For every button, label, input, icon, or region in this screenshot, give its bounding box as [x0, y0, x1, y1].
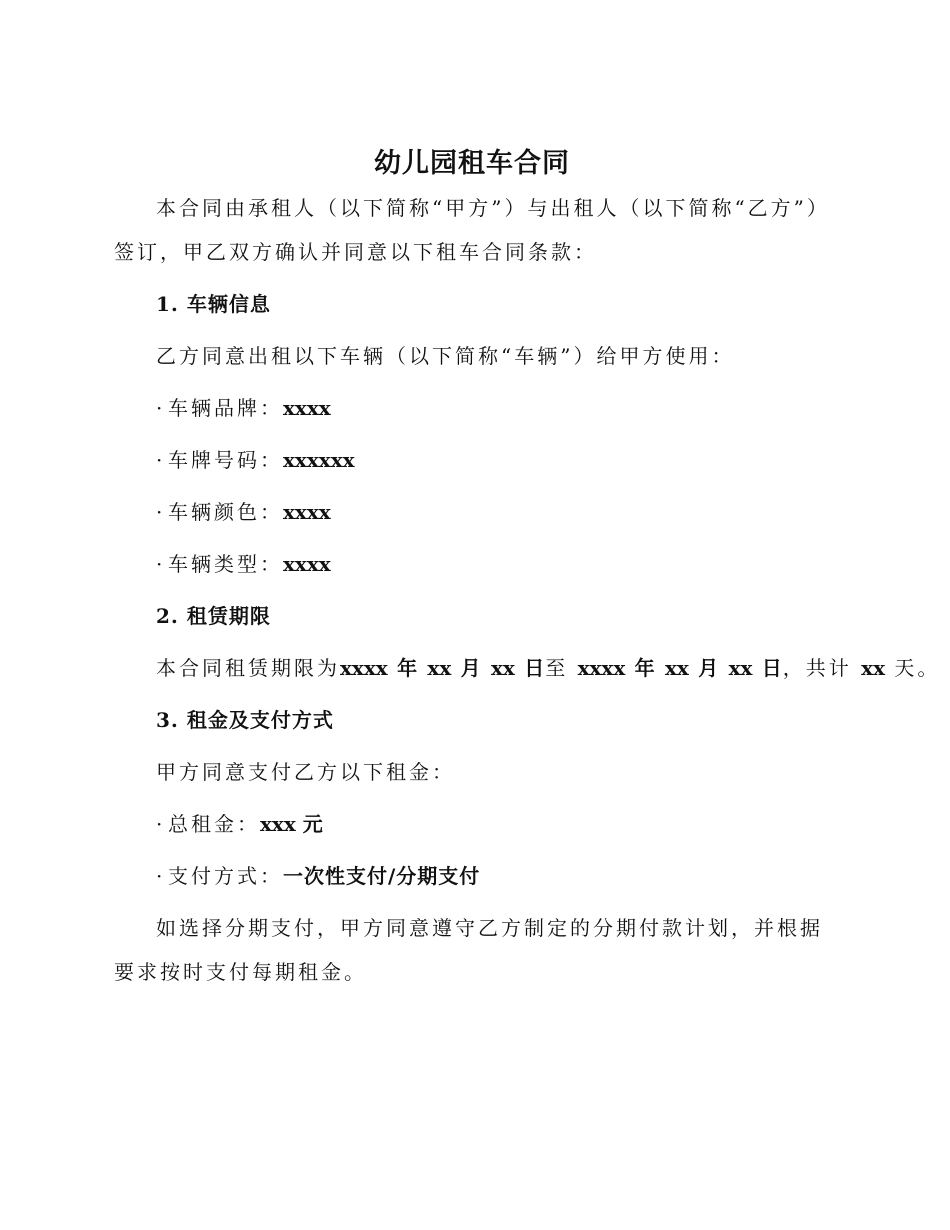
rent-intro-text: 甲方同意支付乙方以下租金： — [156, 760, 455, 784]
year-char: 年 — [397, 656, 419, 680]
vehicle-brand-label: 车辆品牌： — [168, 396, 283, 420]
vehicle-type-value: xxxx — [283, 552, 331, 576]
payment-method-value: 一次性支付/分期支付 — [283, 864, 481, 888]
installment-note-paragraph: 如选择分期支付，甲方同意遵守乙方制定的分期付款计划，并根据要求按时支付每期租金。 — [114, 916, 823, 984]
section-heading-vehicle-info: 1. 车辆信息 — [156, 292, 271, 316]
month-char: 月 — [698, 656, 720, 680]
day-char: 日 — [524, 656, 546, 680]
section-heading-rent-payment: 3. 租金及支付方式 — [156, 708, 334, 732]
bullet-dot-icon: · — [156, 864, 163, 888]
bullet-dot-icon: · — [156, 552, 163, 576]
document-title: 幼儿园租车合同 — [374, 148, 570, 179]
section-heading-lease-term: 2. 租赁期限 — [156, 604, 271, 628]
list-item — [114, 854, 830, 898]
list-item — [114, 802, 830, 846]
start-month: xx — [427, 656, 452, 680]
start-day: xx — [491, 656, 515, 680]
plate-number-value: xxxxxx — [283, 448, 355, 472]
total-rent-value: xxx 元 — [260, 812, 323, 836]
total-days: xx — [861, 656, 886, 680]
end-month: xx — [665, 656, 689, 680]
end-year: xxxx — [577, 656, 626, 680]
start-year: xxxx — [340, 656, 388, 680]
bullet-dot-icon: · — [156, 448, 163, 472]
vehicle-color-value: xxxx — [283, 500, 331, 524]
bullet-dot-icon: · — [156, 500, 163, 524]
total-prefix: ，共计 — [782, 656, 852, 680]
vehicle-brand-value: xxxx — [283, 396, 331, 420]
intro-paragraph: 本合同由承租人（以下简称“甲方”）与出租人（以下简称“乙方”）签订，甲乙双方确认并同意以下租车合同条款： — [114, 196, 830, 264]
bullet-dot-icon: · — [156, 396, 163, 420]
lease-term-prefix: 本合同租赁期限为 — [156, 656, 340, 680]
plate-number-label: 车牌号码： — [168, 448, 283, 472]
payment-method-label: 支付方式： — [168, 864, 283, 888]
to-word: 至 — [545, 656, 569, 680]
days-suffix: 天。 — [894, 656, 941, 680]
year-char: 年 — [634, 656, 656, 680]
day-char: 日 — [761, 656, 783, 680]
vehicle-type-label: 车辆类型： — [168, 552, 283, 576]
list-item — [114, 542, 830, 586]
list-item — [114, 490, 830, 534]
vehicle-color-label: 车辆颜色： — [168, 500, 283, 524]
end-day: xx — [728, 656, 753, 680]
vehicle-intro-text: 乙方同意出租以下车辆（以下简称“车辆”）给甲方使用： — [156, 344, 735, 368]
lease-term-text — [114, 646, 941, 690]
list-item — [114, 438, 830, 482]
bullet-dot-icon: · — [156, 812, 163, 836]
month-char: 月 — [460, 656, 482, 680]
list-item — [114, 386, 830, 430]
total-rent-label: 总租金： — [168, 812, 260, 836]
